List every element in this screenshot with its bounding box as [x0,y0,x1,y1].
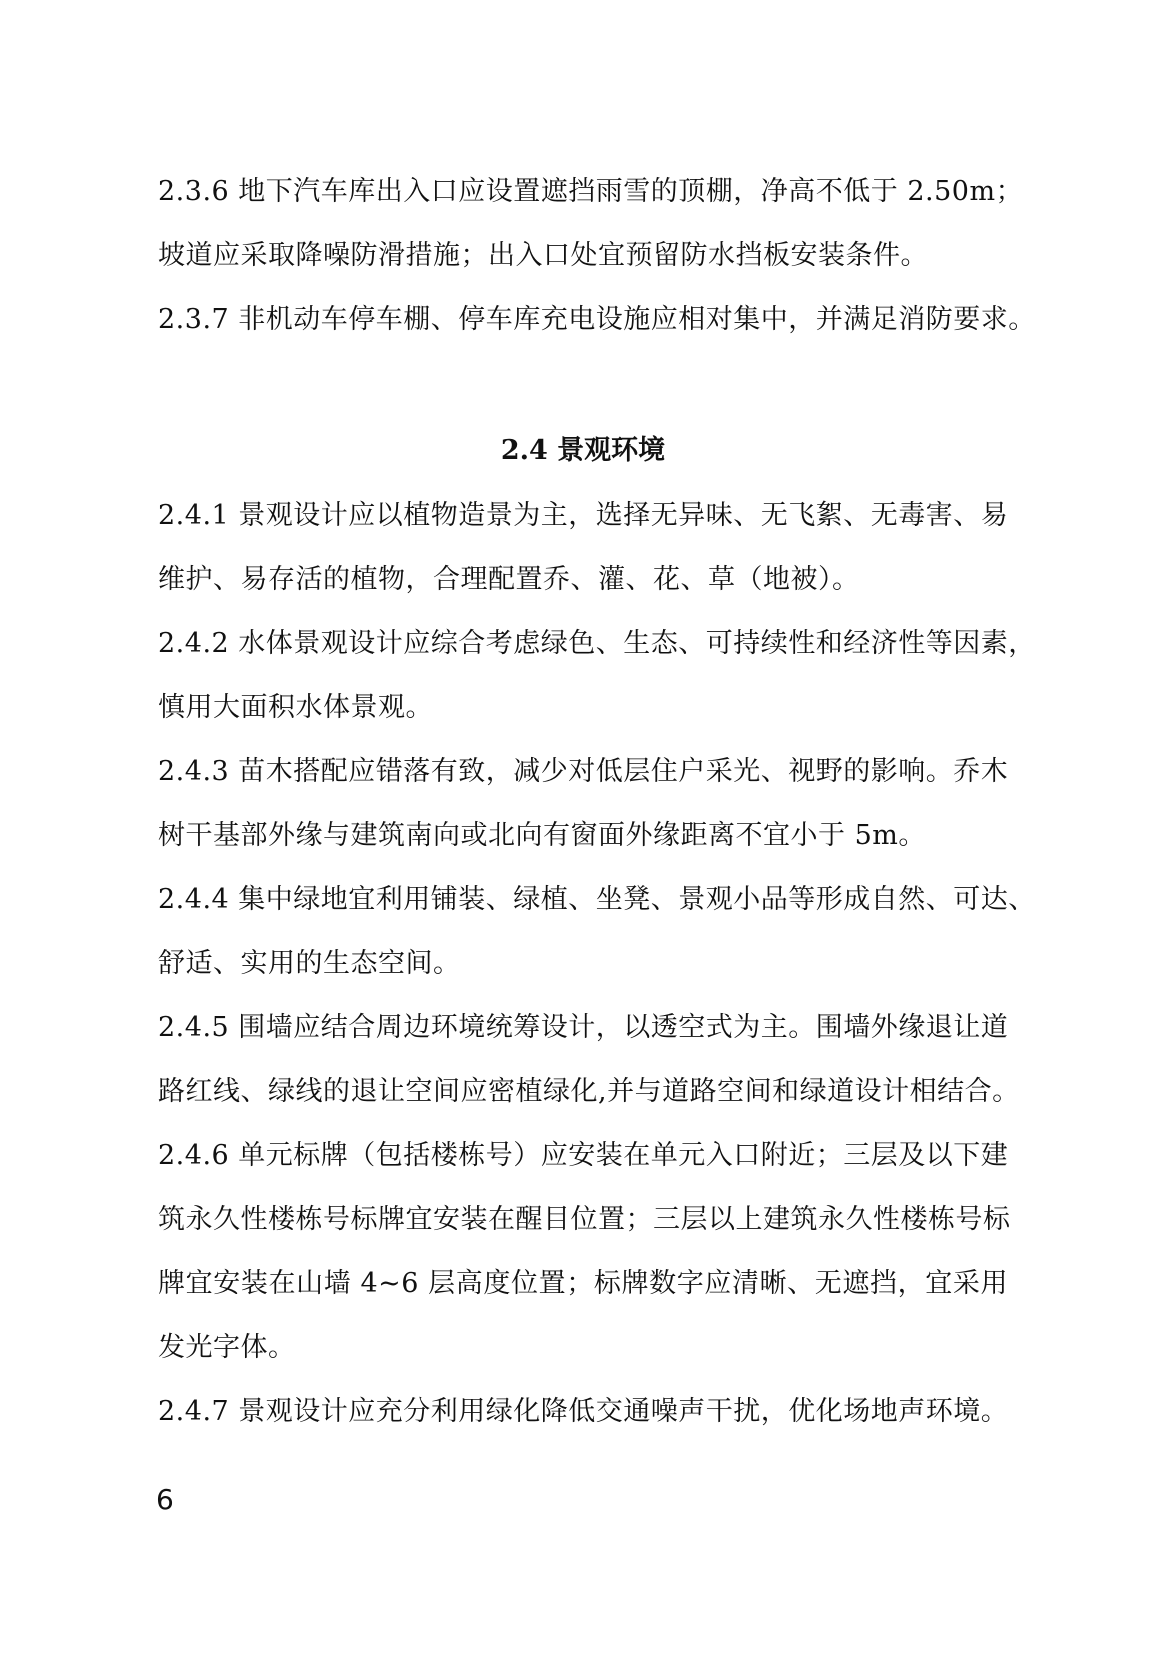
paragraph-2-4-6-line-4: 发光字体。 [158,1332,296,1363]
section-heading: 2.4 景观环境 [500,435,666,466]
paragraph-2-4-4-line-1: 2.4.4 集中绿地宜利用铺装、绿植、坐凳、景观小品等形成自然、可达、 [158,884,1036,915]
paragraph-2-4-6-line-3: 牌宜安装在山墙 4~6 层高度位置；标牌数字应清晰、无遮挡，宜采用 [158,1268,1008,1299]
page-number: 6 [156,1483,174,1516]
paragraph-2-4-5-line-1: 2.4.5 围墙应结合周边环境统筹设计，以透空式为主。围墙外缘退让道 [158,1012,1009,1043]
paragraph-2-4-4-line-2: 舒适、实用的生态空间。 [158,948,461,979]
paragraph-2-4-6-line-1: 2.4.6 单元标牌（包括楼栋号）应安装在单元入口附近；三层及以下建 [158,1140,1009,1171]
paragraph-2-4-1-line-2: 维护、易存活的植物，合理配置乔、灌、花、草（地被）。 [158,564,860,595]
paragraph-2-3-6-line-1: 2.3.6 地下汽车库出入口应设置遮挡雨雪的顶棚，净高不低于 2.50m； [158,176,1024,207]
paragraph-2-3-7: 2.3.7 非机动车停车棚、停车库充电设施应相对集中，并满足消防要求。 [158,304,1036,335]
section-spacer [158,352,1008,418]
paragraph-2-3-6-line-2: 坡道应采取降噪防滑措施；出入口处宜预留防水挡板安装条件。 [158,240,928,271]
paragraph-2-4-7: 2.4.7 景观设计应充分利用绿化降低交通噪声干扰，优化场地声环境。 [158,1396,1009,1427]
paragraph-2-4-6-line-2: 筑永久性楼栋号标牌宜安装在醒目位置；三层以上建筑永久性楼栋号标 [158,1204,1011,1235]
paragraph-2-4-2-line-1: 2.4.2 水体景观设计应综合考虑绿色、生态、可持续性和经济性等因素， [158,628,1036,659]
paragraph-2-4-2-line-2: 慎用大面积水体景观。 [158,692,433,723]
paragraph-2-4-5-line-2: 路红线、绿线的退让空间应密植绿化,并与道路空间和绿道设计相结合。 [158,1076,1020,1107]
paragraph-2-4-3-line-1: 2.4.3 苗木搭配应错落有致，减少对低层住户采光、视野的影响。乔木 [158,756,1009,787]
paragraph-2-4-3-line-2: 树干基部外缘与建筑南向或北向有窗面外缘距离不宜小于 5m。 [158,820,926,851]
paragraph-2-4-1-line-1: 2.4.1 景观设计应以植物造景为主，选择无异味、无飞絮、无毒害、易 [158,500,1009,531]
page-content [158,160,1036,1444]
